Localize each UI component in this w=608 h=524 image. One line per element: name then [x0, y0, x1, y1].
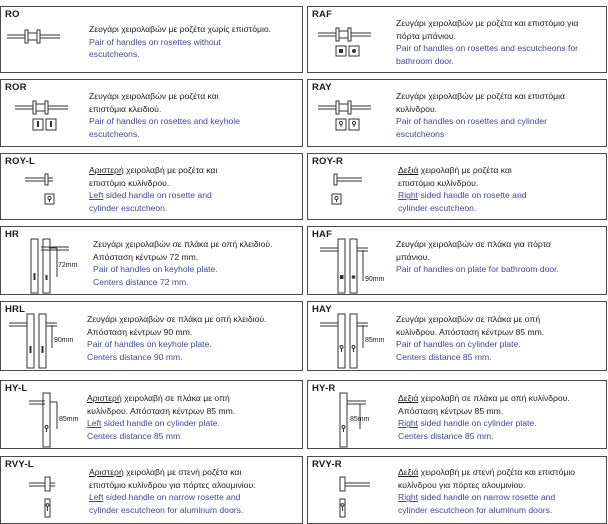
product-code: RAY: [312, 82, 332, 93]
product-code: ROY-R: [312, 156, 344, 167]
product-code: ROR: [5, 82, 27, 93]
product-description: [89, 164, 217, 214]
product-card-ror: [0, 79, 303, 147]
product-card-hy-l: [0, 380, 303, 449]
product-code: HAF: [312, 229, 333, 240]
english-text: Pair of handles on cylinder plate.: [396, 339, 521, 350]
product-code: HY-L: [5, 383, 28, 394]
product-card-haf: [307, 226, 607, 295]
english-text: escutcheons.: [89, 49, 140, 60]
product-code: HR: [5, 229, 20, 240]
keyhole-plate-illustration: [21, 237, 87, 295]
greek-text: Δεξιά χειρολαβή με ροζέτα και: [398, 165, 512, 175]
keyhole-plate-illustration: [7, 312, 83, 370]
greek-text: Απόσταση κέντρων 85 mm.: [398, 405, 504, 416]
greek-text: κυλίνδρου.: [396, 103, 438, 114]
english-text: Left sided handle on cylinder plate.: [87, 418, 220, 429]
product-card-hr: [0, 226, 303, 295]
product-description: [89, 466, 256, 516]
greek-text: Απόσταση κέντρων 72 mm.: [93, 251, 199, 262]
product-description: [87, 313, 266, 363]
greek-text: Δεξιά χειρολαβή σε πλάκα με οπή κυλίνδρου.: [398, 393, 570, 403]
english-text: Pair of handles on keyhole plate.: [87, 339, 212, 350]
product-description: [87, 392, 235, 442]
product-description: [398, 466, 575, 516]
center-distance-label: 85mm: [59, 416, 79, 423]
left-handle-narrow-rosette-illustration: [27, 469, 67, 523]
product-code: HAY: [312, 304, 332, 315]
product-code: RVY-R: [312, 459, 342, 470]
greek-text: Ζευγάρι χειρολαβών σε πλάκα με οπή: [396, 314, 541, 324]
english-text: Pair of handles on rosettes and keyhole: [89, 116, 240, 127]
english-text: Right sided handle on narrow rosette and: [398, 492, 556, 503]
product-description: [396, 90, 565, 140]
english-text: cylinder escutcheon for aluminum doors.: [89, 504, 244, 515]
greek-text: Ζευγάρι χειρολαβών με ροζέτα και επιστόμια: [396, 91, 565, 101]
rosette-handles-illustration: [5, 25, 63, 47]
greek-text: επιστόμιο κυλίνδρου για πόρτες αλουμινίου.: [89, 479, 256, 490]
english-text: Centers distance 85 mm.: [398, 430, 494, 441]
english-text: Pair of handles on rosettes without: [89, 36, 221, 47]
greek-text: κυλίνδρου. Απόσταση κέντρων 85 mm.: [396, 326, 545, 337]
product-card-roy-l: [0, 153, 303, 220]
greek-text: μπάνιου.: [396, 251, 430, 262]
product-card-hay: [307, 301, 607, 371]
greek-text: Ζευγάρι χειρολαβών σε πλάκα για πόρτα: [396, 239, 551, 249]
product-description: [398, 164, 527, 214]
english-text: Pair of handles on keyhole plate.: [93, 264, 218, 275]
product-card-ro: [0, 6, 303, 73]
product-description: [396, 313, 544, 363]
english-text: Left sided handle on rosette and: [89, 190, 212, 201]
product-description: [396, 238, 559, 276]
english-text: cylinder escutcheon for aluminum doors.: [398, 504, 553, 515]
greek-text: Αριστερή χειρολαβή με ροζέτα και: [89, 165, 218, 175]
cylinder-escutcheon-illustration: [316, 98, 376, 134]
greek-text: επιστόμια κλειδιού.: [89, 103, 162, 114]
english-text: cylinder escutcheon.: [89, 202, 168, 213]
greek-text: πόρτα μπάνιου.: [396, 30, 456, 41]
product-code: RAF: [312, 9, 333, 20]
greek-text: Αριστερή χειρολαβή με στενή ροζέτα και: [89, 467, 242, 477]
english-text: Centers distance 90 mm.: [87, 351, 183, 362]
product-code: HRL: [5, 304, 26, 315]
product-description: [89, 90, 240, 140]
product-card-hy-r: [307, 380, 607, 449]
product-card-ray: [307, 79, 607, 147]
center-distance-label: 90mm: [365, 276, 385, 283]
greek-text: Αριστερή χειρολαβή σε πλάκα με οπή: [87, 393, 230, 403]
english-text: Pair of handles on plate for bathroom door.: [396, 264, 559, 275]
product-description: [89, 23, 271, 61]
english-text: cylinder escutcheon.: [398, 202, 477, 213]
center-distance-label: 90mm: [54, 337, 74, 344]
center-distance-label: 85mm: [350, 416, 370, 423]
english-text: Right sided handle on rosette and: [398, 190, 527, 201]
bathroom-plate-illustration: [318, 237, 394, 295]
center-distance-label: 72mm: [58, 262, 78, 269]
cylinder-plate-illustration: [318, 312, 394, 370]
product-code: RO: [5, 9, 20, 20]
greek-text: Ζευγάρι χειρολαβών με ροζέτα και επιστόμιο για: [396, 18, 579, 28]
left-handle-rosette-illustration: [23, 172, 63, 208]
greek-text: επιστόμιο κυλίνδρου.: [89, 177, 170, 188]
product-description: [93, 238, 272, 288]
bathroom-escutcheon-illustration: [316, 25, 376, 59]
greek-text: Ζευγάρι χειρολαβών σε πλάκα με οπή κλειδιού.: [87, 314, 267, 324]
english-text: Centers distance 85 mm.: [396, 351, 492, 362]
keyhole-escutcheon-illustration: [13, 98, 73, 134]
product-code: ROY-L: [5, 156, 36, 167]
product-card-raf: [307, 6, 607, 73]
english-text: escutcheons: [396, 128, 445, 139]
right-handle-cylinder-plate-illustration: [330, 391, 390, 449]
greek-text: κυλίνδρου. Απόσταση κέντρων 85 mm.: [87, 405, 236, 416]
product-description: [396, 17, 578, 67]
right-handle-narrow-rosette-illustration: [334, 469, 384, 523]
product-card-hrl: [0, 301, 303, 371]
english-text: Right sided handle on cylinder plate.: [398, 418, 537, 429]
right-handle-rosette-illustration: [326, 172, 376, 208]
greek-text: Ζευγάρι χειρολαβών με ροζέτα και: [89, 91, 219, 101]
product-card-rvy-l: [0, 456, 303, 524]
left-handle-cylinder-plate-illustration: [27, 391, 83, 449]
english-text: Centers distance 85 mm: [87, 430, 181, 441]
product-code: RVY-L: [5, 459, 34, 470]
greek-text: επιστόμιο κυλίνδρου.: [398, 177, 479, 188]
greek-text: Ζευγάρι χειρολαβών σε πλάκα με οπή κλειδιού.: [93, 239, 273, 249]
greek-text: Ζευγάρι χειρολαβών με ροζέτα χωρίς επιστόμιο.: [89, 24, 272, 34]
greek-text: Απόσταση κέντρων 90 mm.: [87, 326, 193, 337]
product-card-rvy-r: [307, 456, 607, 524]
english-text: escutcheons.: [89, 128, 140, 139]
product-card-roy-r: [307, 153, 607, 220]
english-text: bathroom door.: [396, 55, 454, 66]
english-text: Pair of handles on rosettes and cylinder: [396, 116, 547, 127]
product-description: [398, 392, 570, 442]
english-text: Centers distance 72 mm.: [93, 276, 189, 287]
english-text: Left sided handle on narrow rosette and: [89, 492, 241, 503]
product-code: HY-R: [312, 383, 336, 394]
greek-text: κυλίνδρου για πόρτες αλουμινίου.: [398, 479, 526, 490]
english-text: Pair of handles on rosettes and escutcheons for: [396, 43, 579, 54]
greek-text: Δεξιά χειρολαβή με στενή ροζέτα και επιστόμιο: [398, 467, 576, 477]
center-distance-label: 85mm: [365, 337, 385, 344]
